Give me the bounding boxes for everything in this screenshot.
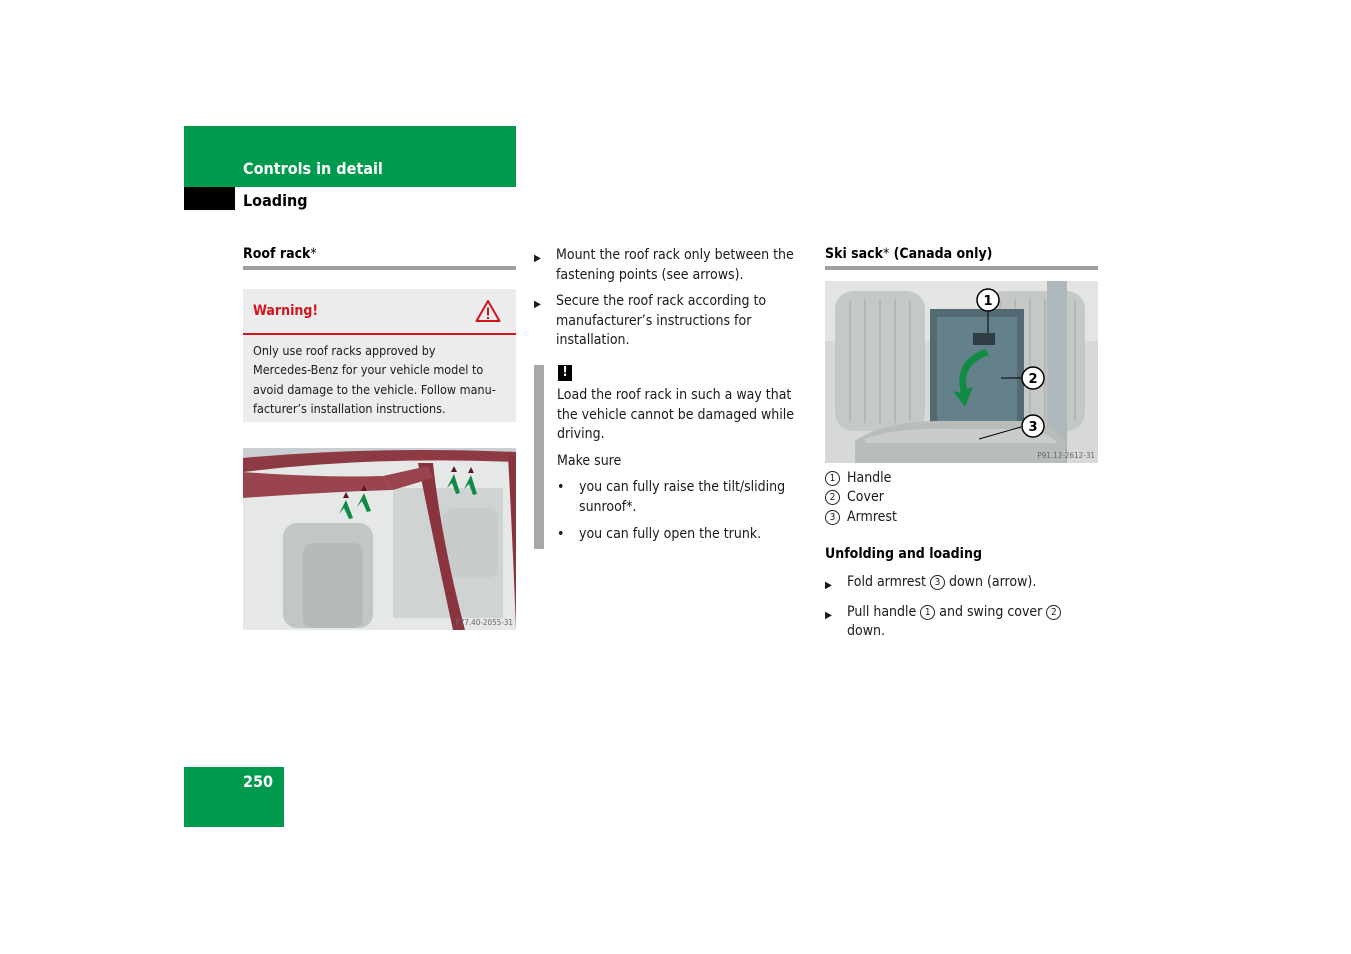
note-line: driving. (557, 426, 605, 442)
step-line: Mount the roof rack only between the (556, 247, 794, 263)
bullet-dot: • (557, 479, 565, 495)
bullet-line: sunroof*. (579, 498, 637, 515)
instruction-step (825, 573, 1098, 596)
heading-rule (825, 266, 1098, 270)
warning-line: facturer’s installation instructions. (253, 400, 446, 416)
note-exclamation-icon: ! (558, 365, 572, 381)
section-marker (184, 187, 235, 210)
ski-sack-photo (825, 281, 1098, 463)
warning-line: avoid damage to the vehicle. Follow manu- (253, 381, 496, 397)
note-bullet (557, 525, 807, 545)
ski-sack-heading: Ski sack* (Canada only) (825, 246, 993, 262)
heading-rule (243, 266, 516, 270)
warning-label: Warning! (253, 303, 319, 319)
callout-1: 1 (983, 294, 993, 309)
step-line: down. (847, 623, 885, 639)
step-line: Secure the roof rack according to (556, 293, 767, 309)
chapter-title: Controls in detail (243, 159, 383, 178)
callout-3: 3 (1028, 420, 1038, 435)
legend-number: 1 (825, 471, 840, 486)
roof-rack-heading: Roof rack* (243, 246, 317, 262)
unfolding-heading: Unfolding and loading (825, 546, 982, 562)
step-arrow-icon: ▶ (825, 609, 832, 621)
roof-rack-photo (243, 448, 516, 630)
note-bullet (557, 478, 807, 517)
legend-label: Handle (847, 469, 892, 486)
step-text: and swing cover (935, 603, 1047, 620)
legend-item (825, 508, 1098, 527)
step-line: installation. (556, 332, 630, 348)
instruction-step (534, 292, 809, 351)
instruction-step (825, 603, 1098, 642)
bullet-line: you can fully raise the tilt/sliding (579, 479, 786, 495)
image-code: P91.12-2612-31 (1037, 451, 1095, 460)
section-title: Loading (243, 191, 308, 210)
unfolding-steps (825, 573, 1098, 642)
page-number: 250 (243, 772, 274, 791)
warning-header (243, 289, 516, 335)
step-arrow-icon: ▶ (534, 253, 541, 264)
warning-text (253, 341, 509, 418)
step-text: down (arrow). (944, 574, 1037, 590)
roof-rack-steps (534, 246, 809, 351)
note-line: Load the roof rack in such a way that (557, 387, 792, 403)
legend-item (825, 488, 1098, 507)
warning-line: Only use roof racks approved by (253, 343, 436, 358)
warning-triangle-icon (475, 299, 501, 323)
bullet-dot: • (557, 526, 565, 542)
warning-box (243, 289, 516, 422)
legend-number: 2 (825, 490, 840, 505)
note-text (557, 386, 807, 545)
instruction-step (534, 246, 809, 285)
legend-label: Armrest (847, 508, 897, 525)
legend-number: 3 (825, 510, 840, 525)
note-line: the vehicle cannot be damaged while (557, 406, 795, 423)
legend-item (825, 469, 1098, 488)
step-line: manufacturer’s instructions for (556, 312, 752, 329)
step-number: 2 (1046, 605, 1061, 620)
callout-2: 2 (1028, 372, 1038, 387)
step-number: 1 (920, 605, 935, 620)
warning-line: Mercedes-Benz for your vehicle model to (253, 362, 484, 378)
image-code: P77.40-2055-31 (455, 618, 513, 627)
note-bar (534, 365, 544, 549)
step-text: Pull handle (847, 603, 921, 620)
step-text: Fold armrest (847, 574, 930, 590)
bullet-line: you can fully open the trunk. (579, 526, 762, 542)
make-sure-text: Make sure (557, 452, 622, 469)
legend-label: Cover (847, 489, 884, 506)
step-arrow-icon: ▶ (825, 580, 832, 591)
step-line: fastening points (see arrows). (556, 266, 744, 283)
step-arrow-icon: ▶ (534, 299, 541, 310)
photo-legend (825, 469, 1098, 527)
step-number: 3 (930, 575, 945, 590)
